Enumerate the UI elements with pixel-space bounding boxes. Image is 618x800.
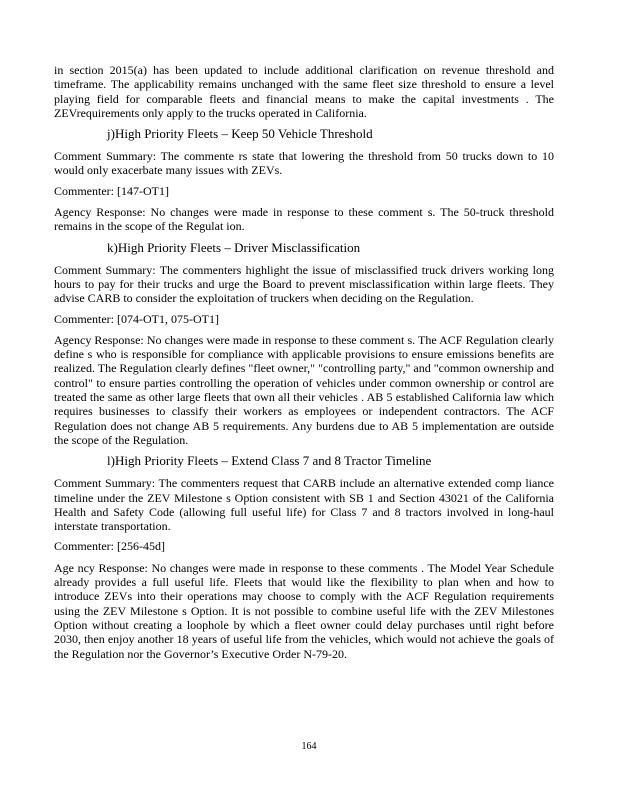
- comment-summary: Comment Summary: The commente rs state that lowering the threshold from 50 trucks down to 10 would only exacerbate many issues with ZEVs.: [54, 149, 554, 178]
- intro-paragraph: in section 2015(a) has been updated to include additional clarification on revenue threshold and timeframe. The applicability remains unchanged with the same fleet size threshold to ensure a level playing field for comparable fleets and financial means to make the capital investments . The ZEVrequirements only apply to the trucks operated in California.: [54, 63, 554, 120]
- commenter-line: Commenter: [147-OT1]: [54, 183, 169, 198]
- commenter-line: Commenter: [256-45d]: [54, 539, 165, 554]
- section-heading: k)High Priority Fleets – Driver Misclassification: [107, 239, 361, 255]
- section-keep-50-vehicle-threshold: [54, 126, 554, 233]
- agency-response: Agency Response: No changes were made in response to these comment s. The 50-truck threshold remains in the scope of the Regulat ion.: [54, 205, 554, 234]
- document-body: [54, 63, 554, 667]
- section-driver-misclassification: [54, 240, 554, 448]
- section-heading: l)High Priority Fleets – Extend Class 7 and 8 Tractor Timeline: [107, 453, 432, 469]
- comment-summary: Comment Summary: The commenters request that CARB include an alternative extended comp liance timeline under the ZEV Milestone s Option consistent with SB 1 and Section 43021 of the California Health and Safety Code (allowing full useful life) for Class 7 and 8 tractors involved in long-haul interstate transportation.: [54, 476, 554, 534]
- agency-response: Agency Response: No changes were made in response to these comment s. The ACF Regulation clearly define s who is responsible for compliance with applicable provisions to ensure emissions benefits are realized. The Regulation clearly defines "fleet owner," "controlling party," and "common ownership and control" to ensure parties controlling the operation of vehicles under common ownership or control are treated the same as other large fleets that own all their vehicles . AB 5 established California law which requires businesses to classify their workers as employees or independent contractors. The ACF Regulation does not change AB 5 requirements. Any burdens due to AB 5 implementation are outside the scope of the Regulation.: [54, 332, 554, 447]
- agency-response: Age ncy Response: No changes were made in response to these comments . The Model Year Schedule already provides a full useful life. Fleets that would like the flexibility to plan when and how to introduce ZEVs into their operations may choose to comply with the ACF Regulation requirements using the ZEV Milestone s Option. It is not possible to combine useful life with the ZEV Milestones Option without creating a loophole by which a fleet owner could delay purchases until right before 2030, then enjoy another 18 years of useful life from the vehicles, which would not achieve the goals of the Regulation nor the Governor’s Executive Order N-79-20.: [54, 560, 554, 661]
- section-extend-tractor-timeline: [54, 453, 554, 661]
- page-number: 164: [301, 741, 317, 752]
- commenter-line: Commenter: [074-OT1, 075-OT1]: [54, 311, 219, 326]
- comment-summary: Comment Summary: The commenters highlight the issue of misclassified truck drivers working long hours to pay for their trucks and urge the Board to prevent misclassification within large fleets. They advise CARB to consider the exploitation of truckers when deciding on the Regulation.: [54, 262, 554, 306]
- section-heading: j)High Priority Fleets – Keep 50 Vehicle Threshold: [107, 126, 373, 142]
